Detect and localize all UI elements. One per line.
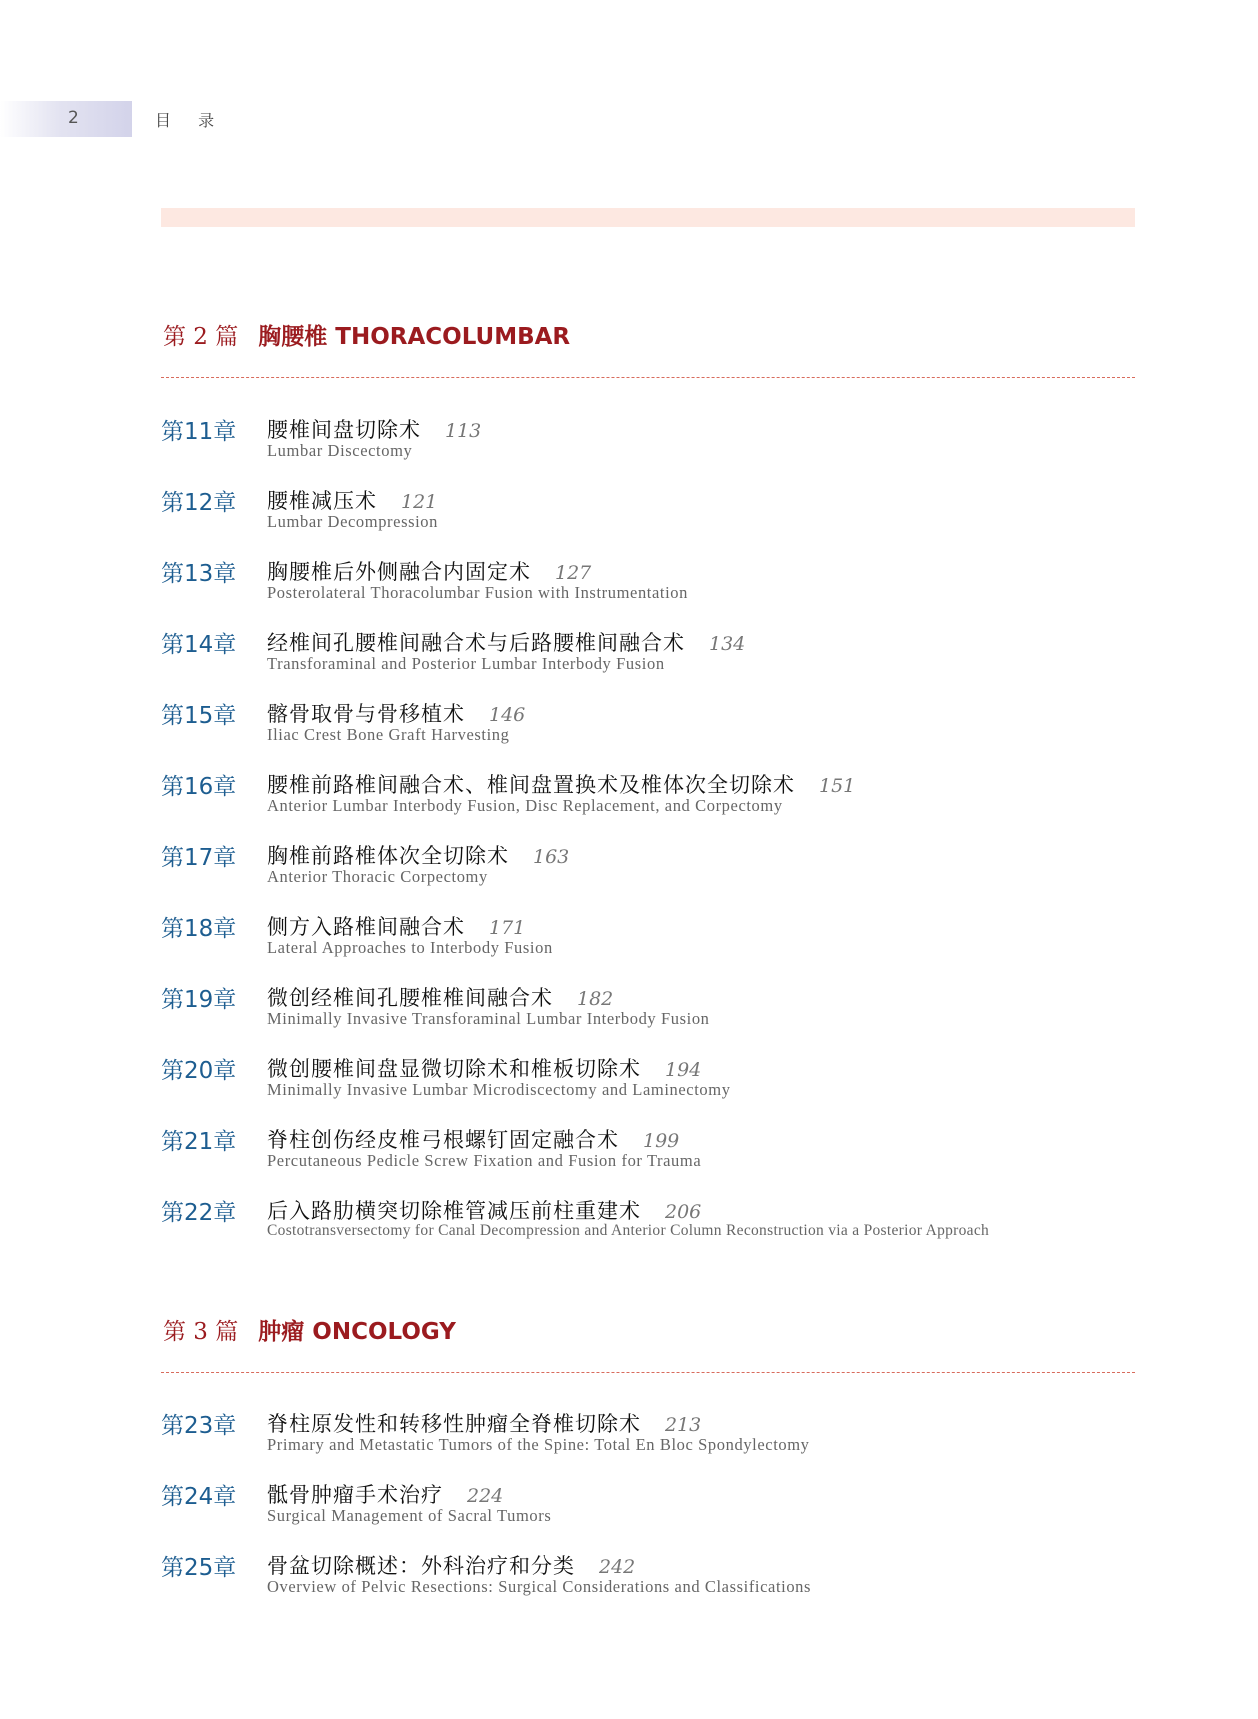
chapter-title-zh: 侧方入路椎间融合术 171 [267, 915, 526, 939]
chapter-title-en: Anterior Thoracic Corpectomy [267, 867, 488, 886]
chapter-number: 第22章 [161, 1200, 237, 1226]
chapter-title-zh: 微创腰椎间盘显微切除术和椎板切除术 194 [267, 1057, 702, 1081]
chapter-title-zh: 腰椎间盘切除术 113 [267, 418, 482, 442]
part-label: 第 3 篇 [163, 1319, 239, 1345]
chapter-number: 第11章 [161, 419, 237, 445]
chapter-entry [161, 981, 1161, 1041]
running-title: 目 录 [155, 111, 226, 130]
chapter-title-en: Primary and Metastatic Tumors of the Spine: Total En Bloc Spondylectomy [267, 1435, 810, 1454]
chapter-title-zh: 胸腰椎后外侧融合内固定术 127 [267, 560, 592, 584]
chapter-entry [161, 413, 1161, 473]
chapter-page: 171 [489, 917, 526, 939]
chapter-title-zh: 脊柱创伤经皮椎弓根螺钉固定融合术 199 [267, 1128, 680, 1152]
chapter-title-zh: 微创经椎间孔腰椎椎间融合术 182 [267, 986, 614, 1010]
chapter-page: 199 [643, 1130, 680, 1152]
chapter-number: 第16章 [161, 774, 237, 800]
part-divider [161, 377, 1135, 378]
chapter-number: 第12章 [161, 490, 237, 516]
chapter-title-en: Lateral Approaches to Interbody Fusion [267, 938, 553, 957]
chapter-title-zh: 经椎间孔腰椎间融合术与后路腰椎间融合术 134 [267, 631, 746, 655]
chapter-title-en: Minimally Invasive Transforaminal Lumbar Interbody Fusion [267, 1009, 710, 1028]
chapter-title-en: Lumbar Decompression [267, 512, 438, 531]
chapter-title-zh: 脊柱原发性和转移性肿瘤全脊椎切除术 213 [267, 1412, 702, 1436]
chapter-page: 113 [445, 420, 482, 442]
chapter-number: 第19章 [161, 987, 237, 1013]
page-tab [0, 101, 132, 137]
part-heading [163, 318, 570, 351]
chapter-entry [161, 626, 1161, 686]
chapter-title-en: Anterior Lumbar Interbody Fusion, Disc Replacement, and Corpectomy [267, 796, 783, 815]
part-divider [161, 1372, 1135, 1373]
chapter-page: 182 [577, 988, 614, 1010]
chapter-number: 第14章 [161, 632, 237, 658]
chapter-number: 第13章 [161, 561, 237, 587]
chapter-title-en: Iliac Crest Bone Graft Harvesting [267, 725, 510, 744]
chapter-page: 146 [489, 704, 526, 726]
chapter-title-zh: 骶骨肿瘤手术治疗 224 [267, 1483, 504, 1507]
chapter-number: 第23章 [161, 1413, 237, 1439]
chapter-title-zh: 胸椎前路椎体次全切除术 163 [267, 844, 570, 868]
chapter-number: 第17章 [161, 845, 237, 871]
chapter-page: 242 [599, 1556, 636, 1578]
chapter-number: 第18章 [161, 916, 237, 942]
chapter-title-en: Surgical Management of Sacral Tumors [267, 1506, 552, 1525]
chapter-number: 第24章 [161, 1484, 237, 1510]
chapter-entry [161, 555, 1161, 615]
chapter-number: 第15章 [161, 703, 237, 729]
chapter-title-en: Transforaminal and Posterior Lumbar Interbody Fusion [267, 654, 665, 673]
chapter-entry [161, 1549, 1161, 1609]
chapter-entry [161, 839, 1161, 899]
chapter-page: 127 [555, 562, 592, 584]
part-heading [163, 1313, 456, 1346]
chapter-title-zh: 腰椎前路椎间融合术、椎间盘置换术及椎体次全切除术 151 [267, 773, 856, 797]
chapter-number: 第20章 [161, 1058, 237, 1084]
part-title: 胸腰椎 THORACOLUMBAR [258, 324, 571, 350]
chapter-entry [161, 910, 1161, 970]
part-label: 第 2 篇 [163, 324, 239, 350]
chapter-page: 206 [665, 1201, 702, 1223]
chapter-entry [161, 697, 1161, 757]
chapter-page: 121 [401, 491, 438, 513]
chapter-entry [161, 484, 1161, 544]
chapter-title-en: Minimally Invasive Lumbar Microdiscectomy and Laminectomy [267, 1080, 731, 1099]
chapter-entry [161, 1407, 1161, 1467]
chapter-page: 151 [819, 775, 856, 797]
chapter-number: 第21章 [161, 1129, 237, 1155]
chapter-title-en: Percutaneous Pedicle Screw Fixation and Fusion for Trauma [267, 1151, 702, 1170]
page-number: 2 [68, 108, 79, 128]
chapter-entry [161, 1194, 1161, 1254]
chapter-title-en: Posterolateral Thoracolumbar Fusion with Instrumentation [267, 583, 688, 602]
chapter-entry [161, 768, 1161, 828]
chapter-page: 213 [665, 1414, 702, 1436]
chapter-page: 194 [665, 1059, 702, 1081]
chapter-entry [161, 1478, 1161, 1538]
chapter-page: 163 [533, 846, 570, 868]
chapter-title-en: Costotransversectomy for Canal Decompression and Anterior Column Reconstruction via a Posterior Approach [267, 1222, 990, 1239]
chapter-title-en: Lumbar Discectomy [267, 441, 413, 460]
chapter-title-en: Overview of Pelvic Resections: Surgical Considerations and Classifications [267, 1577, 812, 1596]
chapter-page: 224 [467, 1485, 504, 1507]
chapter-title-zh: 骨盆切除概述：外科治疗和分类 242 [267, 1554, 636, 1578]
chapter-title-zh: 髂骨取骨与骨移植术 146 [267, 702, 526, 726]
chapter-title-zh: 腰椎减压术 121 [267, 489, 438, 513]
chapter-entry [161, 1123, 1161, 1183]
chapter-page: 134 [709, 633, 746, 655]
chapter-title-zh: 后入路肋横突切除椎管减压前柱重建术 206 [267, 1199, 702, 1223]
chapter-entry [161, 1052, 1161, 1112]
decorative-band [161, 208, 1135, 227]
chapter-number: 第25章 [161, 1555, 237, 1581]
part-title: 肿瘤 ONCOLOGY [258, 1319, 456, 1345]
